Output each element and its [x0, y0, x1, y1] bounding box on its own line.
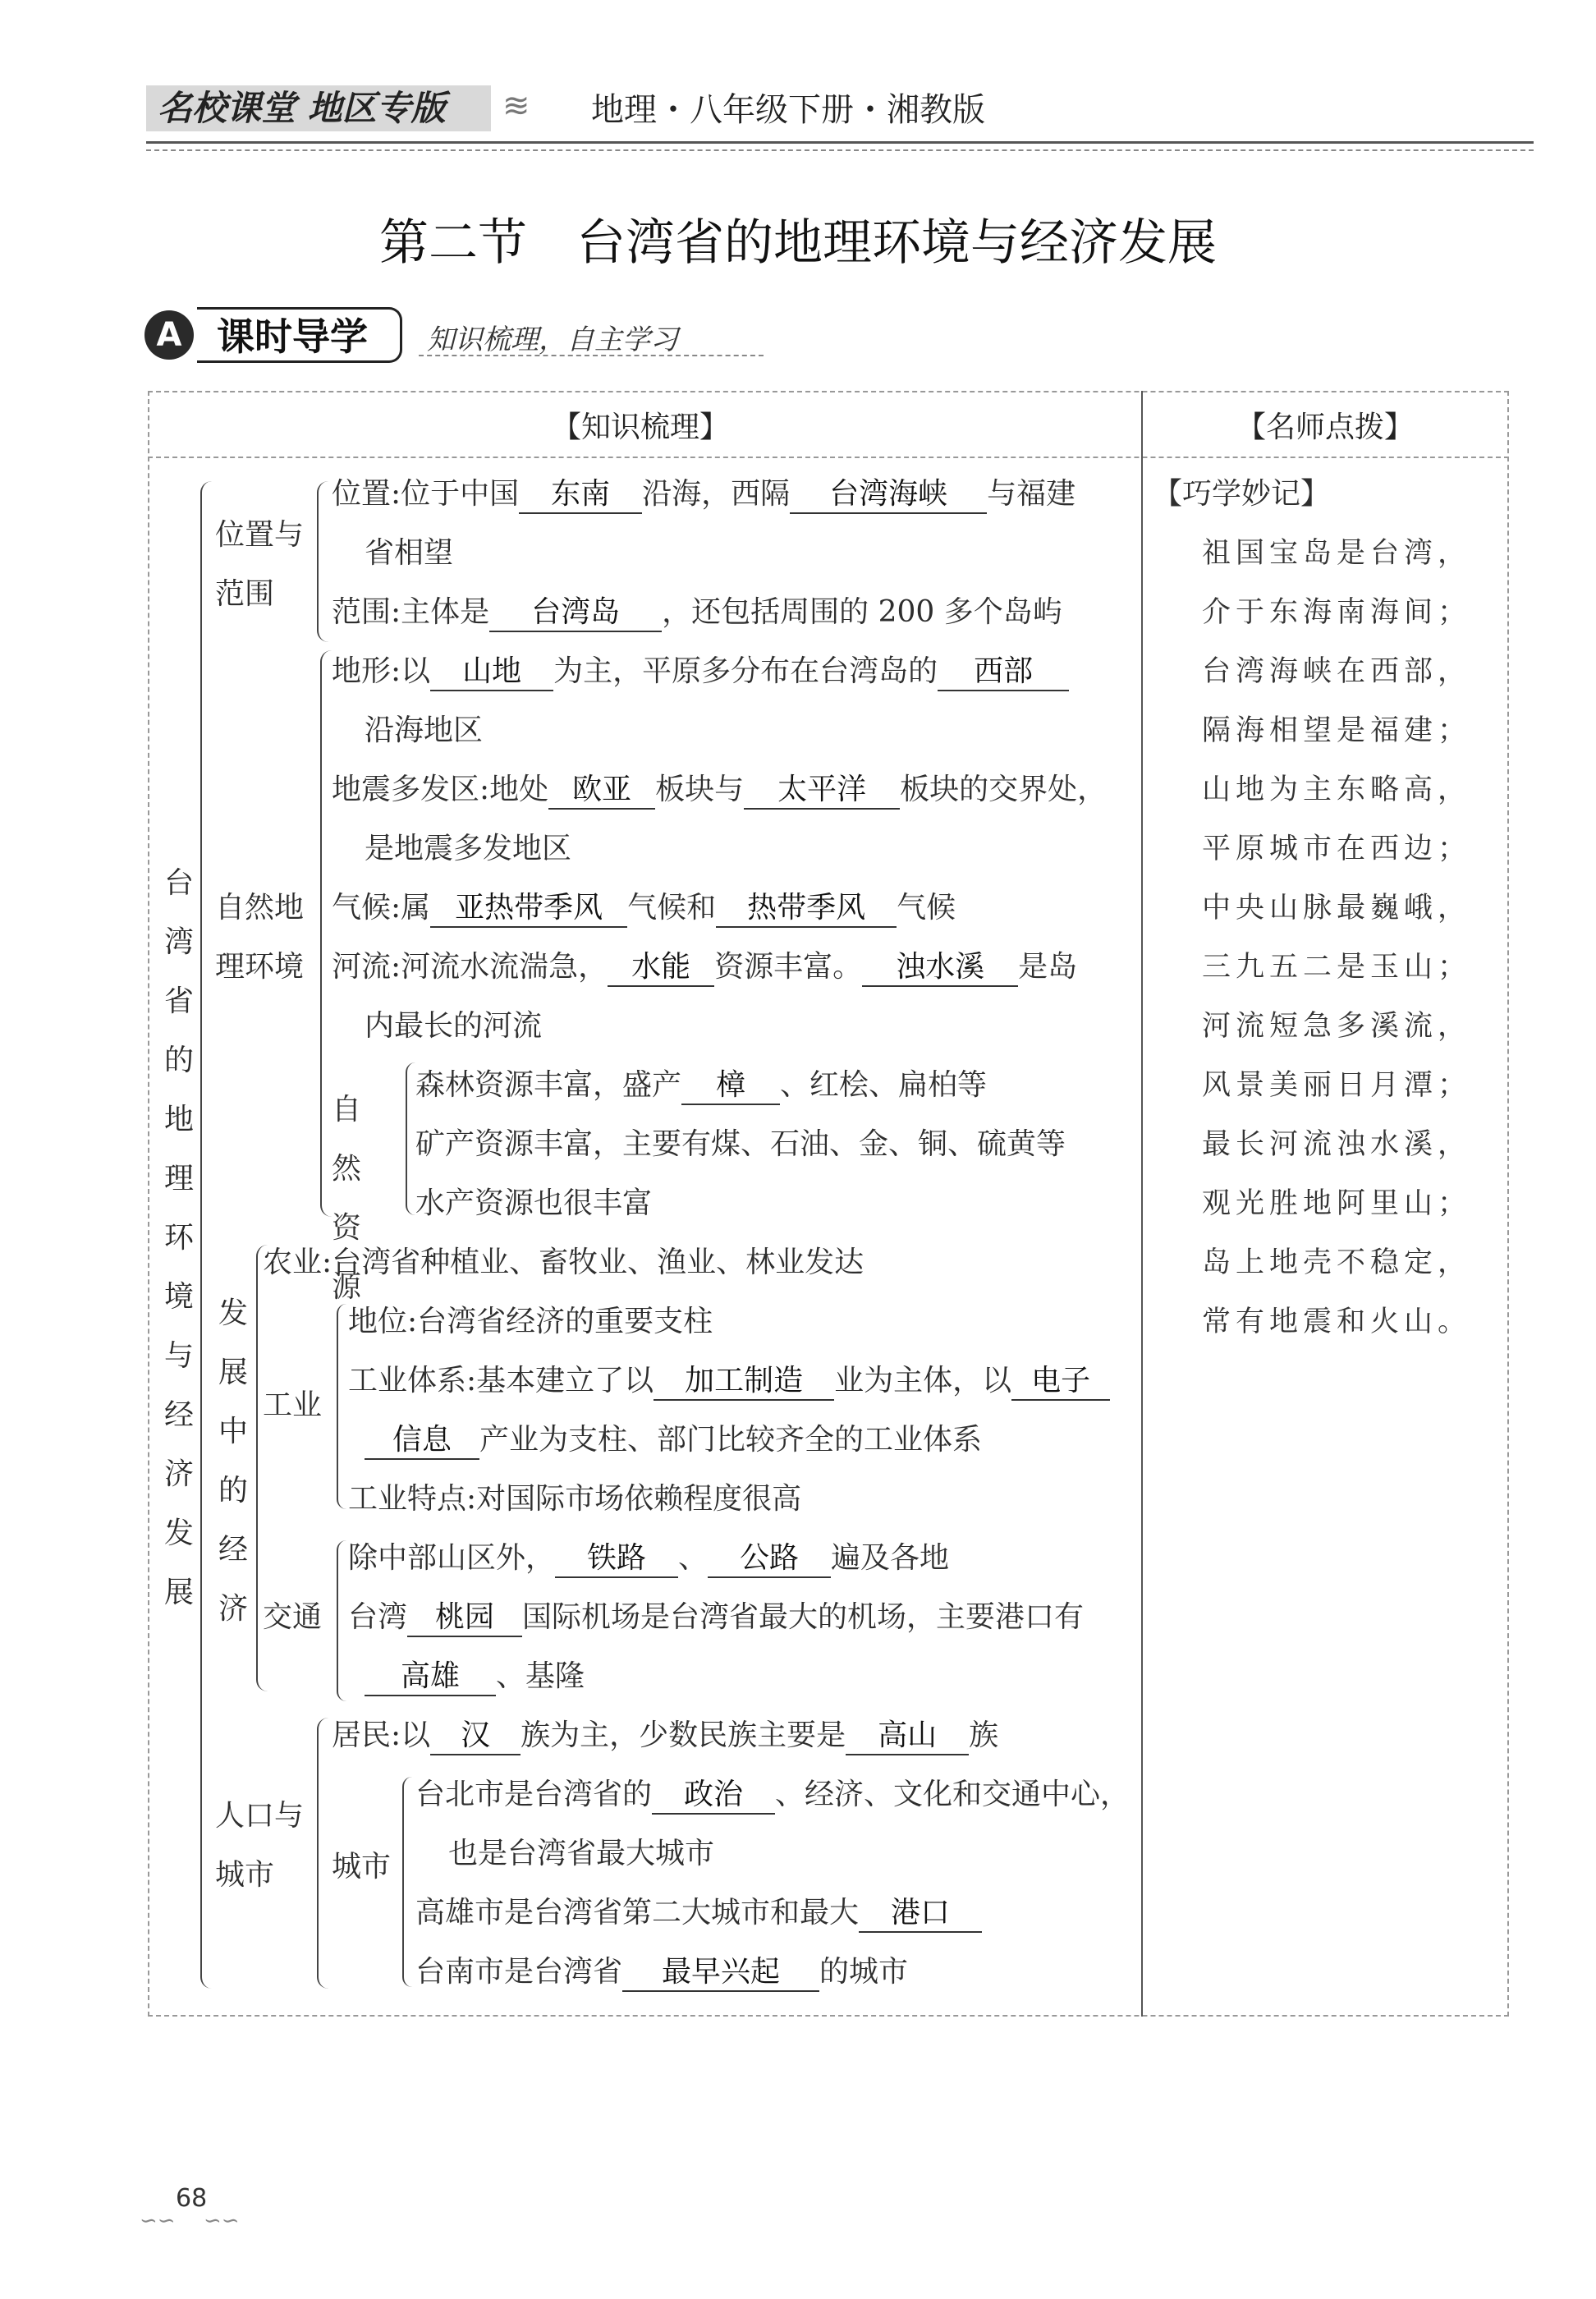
line-minerals: 矿产资源丰富，主要有煤、石油、金、铜、硫黄等 — [415, 1127, 1066, 1161]
group-city: 城市 — [332, 1850, 392, 1884]
series-banner: 名校课堂 地区专版 — [146, 85, 491, 131]
tip-line: 常有地震和火山。 — [1202, 1306, 1472, 1338]
line-location-cont: 省相望 — [365, 536, 454, 570]
page-title — [0, 204, 1596, 274]
blank-politics: 政治 — [652, 1777, 775, 1815]
header-dash-rule — [146, 149, 1534, 151]
line-terrain: 地形:以 山地 为主，平原多分布在台湾岛的 西部 — [332, 654, 1069, 691]
page-number: 68 — [176, 2184, 208, 2213]
group-natural: 自然地理环境 — [215, 891, 305, 984]
tip-line: 岛上地壳不稳定， — [1202, 1246, 1472, 1279]
wave-ornament-icon: ≋ — [502, 87, 530, 125]
line-tainan: 台南市是台湾省 最早兴起 的城市 — [415, 1954, 908, 1992]
blank-railway: 铁路 — [555, 1540, 678, 1578]
line-taipei: 台北市是台湾省的 政治 、经济、文化和交通中心， — [415, 1777, 1130, 1815]
line-river: 河流:河流水流湍急， 水能 资源丰富。 浊水溪 是岛 — [332, 949, 1077, 987]
swirl-ornament-icon: ∽∽ — [204, 2209, 240, 2233]
header-separator — [148, 457, 1509, 458]
tip-line: 台湾海峡在西部， — [1202, 655, 1472, 688]
blank-electronics: 电子 — [1011, 1363, 1110, 1401]
blank-camphor: 樟 — [681, 1067, 780, 1105]
blank-highway: 公路 — [708, 1540, 831, 1578]
blank-port: 港口 — [859, 1895, 982, 1933]
right-column-header: 【名师点拨】 — [1236, 411, 1415, 444]
line-terrain-cont: 沿海地区 — [365, 714, 484, 747]
resources-brace — [406, 1062, 415, 1215]
industry-brace — [337, 1304, 346, 1509]
line-industry-system-cont: 信息 产业为支柱、部门比较齐全的工业体系 — [365, 1422, 982, 1460]
blank-pacific: 太平洋 — [744, 772, 900, 810]
left-column-header: 【知识梳理】 — [552, 411, 730, 444]
line-climate: 气候:属 亚热带季风 气候和 热带季风 气候 — [332, 890, 956, 928]
tip-line: 介于东海南海间； — [1202, 596, 1472, 629]
blank-taoyuan: 桃园 — [407, 1599, 522, 1637]
header-rule — [146, 141, 1534, 144]
line-kaohsiung: 高雄市是台湾省第二大城市和最大 港口 — [415, 1895, 982, 1933]
blank-information: 信息 — [365, 1422, 479, 1460]
line-river-cont: 内最长的河流 — [365, 1009, 543, 1043]
tip-line: 三九五二是玉山； — [1202, 951, 1472, 984]
line-range: 范围:主体是 台湾岛 ，还包括周围的 200 多个岛屿 — [332, 594, 1062, 632]
badge-dash-rule — [419, 355, 764, 356]
line-forest: 森林资源丰富，盛产 樟 、红桧、扁柏等 — [415, 1067, 987, 1105]
blank-mountain: 山地 — [430, 654, 553, 691]
blank-hydropower: 水能 — [608, 949, 714, 987]
section-number: 第二节 — [379, 214, 527, 272]
swirl-ornament-icon: ∽∽ — [140, 2209, 176, 2233]
column-separator — [1141, 391, 1143, 2017]
badge-label: 课时导学 — [197, 307, 402, 363]
line-earthquake-cont: 是地震多发地区 — [365, 832, 572, 865]
line-industry-feature: 工业特点:对国际市场依赖程度很高 — [348, 1482, 802, 1516]
blank-tropical-monsoon: 热带季风 — [716, 890, 897, 928]
tips-heading: 【巧学妙记】 — [1153, 477, 1331, 511]
line-industry-status: 地位:台湾省经济的重要支柱 — [348, 1305, 713, 1338]
line-rail-road: 除中部山区外， 铁路 、 公路 遍及各地 — [348, 1540, 949, 1578]
tip-line: 风景美丽日月潭； — [1202, 1069, 1472, 1102]
blank-han: 汉 — [430, 1718, 521, 1755]
badge-subtitle: 知识梳理，自主学习 — [427, 324, 678, 356]
group-economy: 发展中的经济 — [218, 1296, 248, 1626]
blank-eurasia: 欧亚 — [548, 772, 655, 810]
badge-letter: A — [144, 310, 194, 360]
line-airport: 台湾 桃园 国际机场是台湾省最大的机场，主要港口有 — [348, 1599, 1084, 1637]
section-name: 台湾省的地理环境与经济发展 — [576, 214, 1217, 272]
tip-line: 平原城市在西边； — [1202, 833, 1472, 865]
group-transport: 交通 — [263, 1600, 323, 1634]
root-brace — [200, 481, 213, 1989]
tip-line: 观光胜地阿里山； — [1202, 1187, 1472, 1220]
line-residents: 居民:以 汉 族为主，少数民族主要是 高山 族 — [332, 1718, 998, 1755]
tip-line: 中央山脉最巍峨， — [1202, 892, 1472, 925]
location-brace — [317, 481, 328, 642]
blank-taiwan-strait: 台湾海峡 — [790, 476, 987, 514]
line-earthquake: 地震多发区:地处 欧亚 板块与 太平洋 板块的交界处， — [332, 772, 1107, 810]
population-brace — [317, 1718, 328, 1989]
blank-southeast: 东南 — [519, 476, 642, 514]
subject-label: 地理・八年级下册・湘教版 — [591, 91, 985, 129]
group-industry: 工业 — [263, 1388, 323, 1422]
tip-line: 祖国宝岛是台湾， — [1202, 537, 1472, 570]
root-label: 台湾省的地理环境与经济发展 — [163, 866, 194, 1609]
tip-line: 最长河流浊水溪， — [1202, 1128, 1472, 1161]
group-population: 人口与城市 — [215, 1799, 305, 1892]
group-resources: 自然资源 — [332, 1093, 362, 1304]
line-industry-system: 工业体系:基本建立了以 加工制造 业为主体，以 电子 — [348, 1363, 1110, 1401]
line-taipei-cont: 也是台湾省最大城市 — [448, 1837, 715, 1870]
blank-west: 西部 — [938, 654, 1069, 691]
line-agriculture: 农业:台湾省种植业、畜牧业、渔业、林业发达 — [263, 1246, 864, 1279]
blank-taiwan-island: 台湾岛 — [489, 594, 662, 632]
line-aquatic: 水产资源也很丰富 — [415, 1186, 653, 1220]
natural-brace — [320, 650, 332, 1217]
blank-gaoshan: 高山 — [846, 1718, 969, 1755]
group-location: 位置与范围 — [215, 518, 305, 611]
blank-earliest: 最早兴起 — [622, 1954, 819, 1992]
tip-line: 隔海相望是福建； — [1202, 714, 1472, 747]
blank-subtropical-monsoon: 亚热带季风 — [430, 890, 627, 928]
transport-brace — [337, 1540, 346, 1701]
tip-line: 山地为主东略高， — [1202, 773, 1472, 806]
tip-line: 河流短急多溪流， — [1202, 1010, 1472, 1043]
line-ports: 高雄 、基隆 — [365, 1659, 585, 1696]
blank-processing: 加工制造 — [654, 1363, 834, 1401]
blank-kaohsiung: 高雄 — [365, 1659, 496, 1696]
city-brace — [402, 1777, 412, 1987]
blank-zhuoshui: 浊水溪 — [862, 949, 1018, 987]
line-location: 位置:位于中国 东南 沿海，西隔 台湾海峡 与福建 — [332, 476, 1075, 514]
